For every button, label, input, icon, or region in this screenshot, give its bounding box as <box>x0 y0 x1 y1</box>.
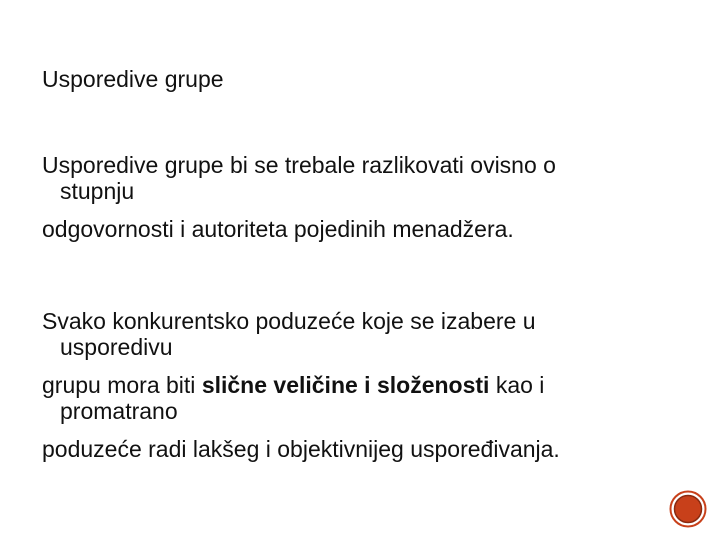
paragraph-competitor-selection <box>42 308 560 462</box>
paragraph-line: Svako konkurentsko poduzeće koje se izabere u <box>42 308 536 334</box>
paragraph-line: usporedivu <box>60 334 173 360</box>
circle-button-icon <box>669 490 707 528</box>
paragraph-comparable-groups <box>42 152 556 242</box>
paragraph-line: Usporedive grupe bi se trebale razlikovati ovisno o <box>42 152 556 178</box>
text-run: grupu mora biti <box>42 372 202 398</box>
paragraph-line <box>42 372 560 398</box>
paragraph-line: promatrano <box>60 398 178 424</box>
paragraph-line: poduzeće radi lakšeg i objektivnijeg uspoređivanja. <box>42 436 560 462</box>
slide-title: Usporedive grupe <box>42 66 224 92</box>
paragraph-line: stupnju <box>60 178 135 204</box>
text-run: kao i <box>489 372 545 398</box>
paragraph-line: odgovornosti i autoriteta pojedinih menadžera. <box>42 216 514 242</box>
emphasis-text: slične veličine i složenosti <box>201 372 490 398</box>
slide-nav-button[interactable] <box>669 490 707 528</box>
